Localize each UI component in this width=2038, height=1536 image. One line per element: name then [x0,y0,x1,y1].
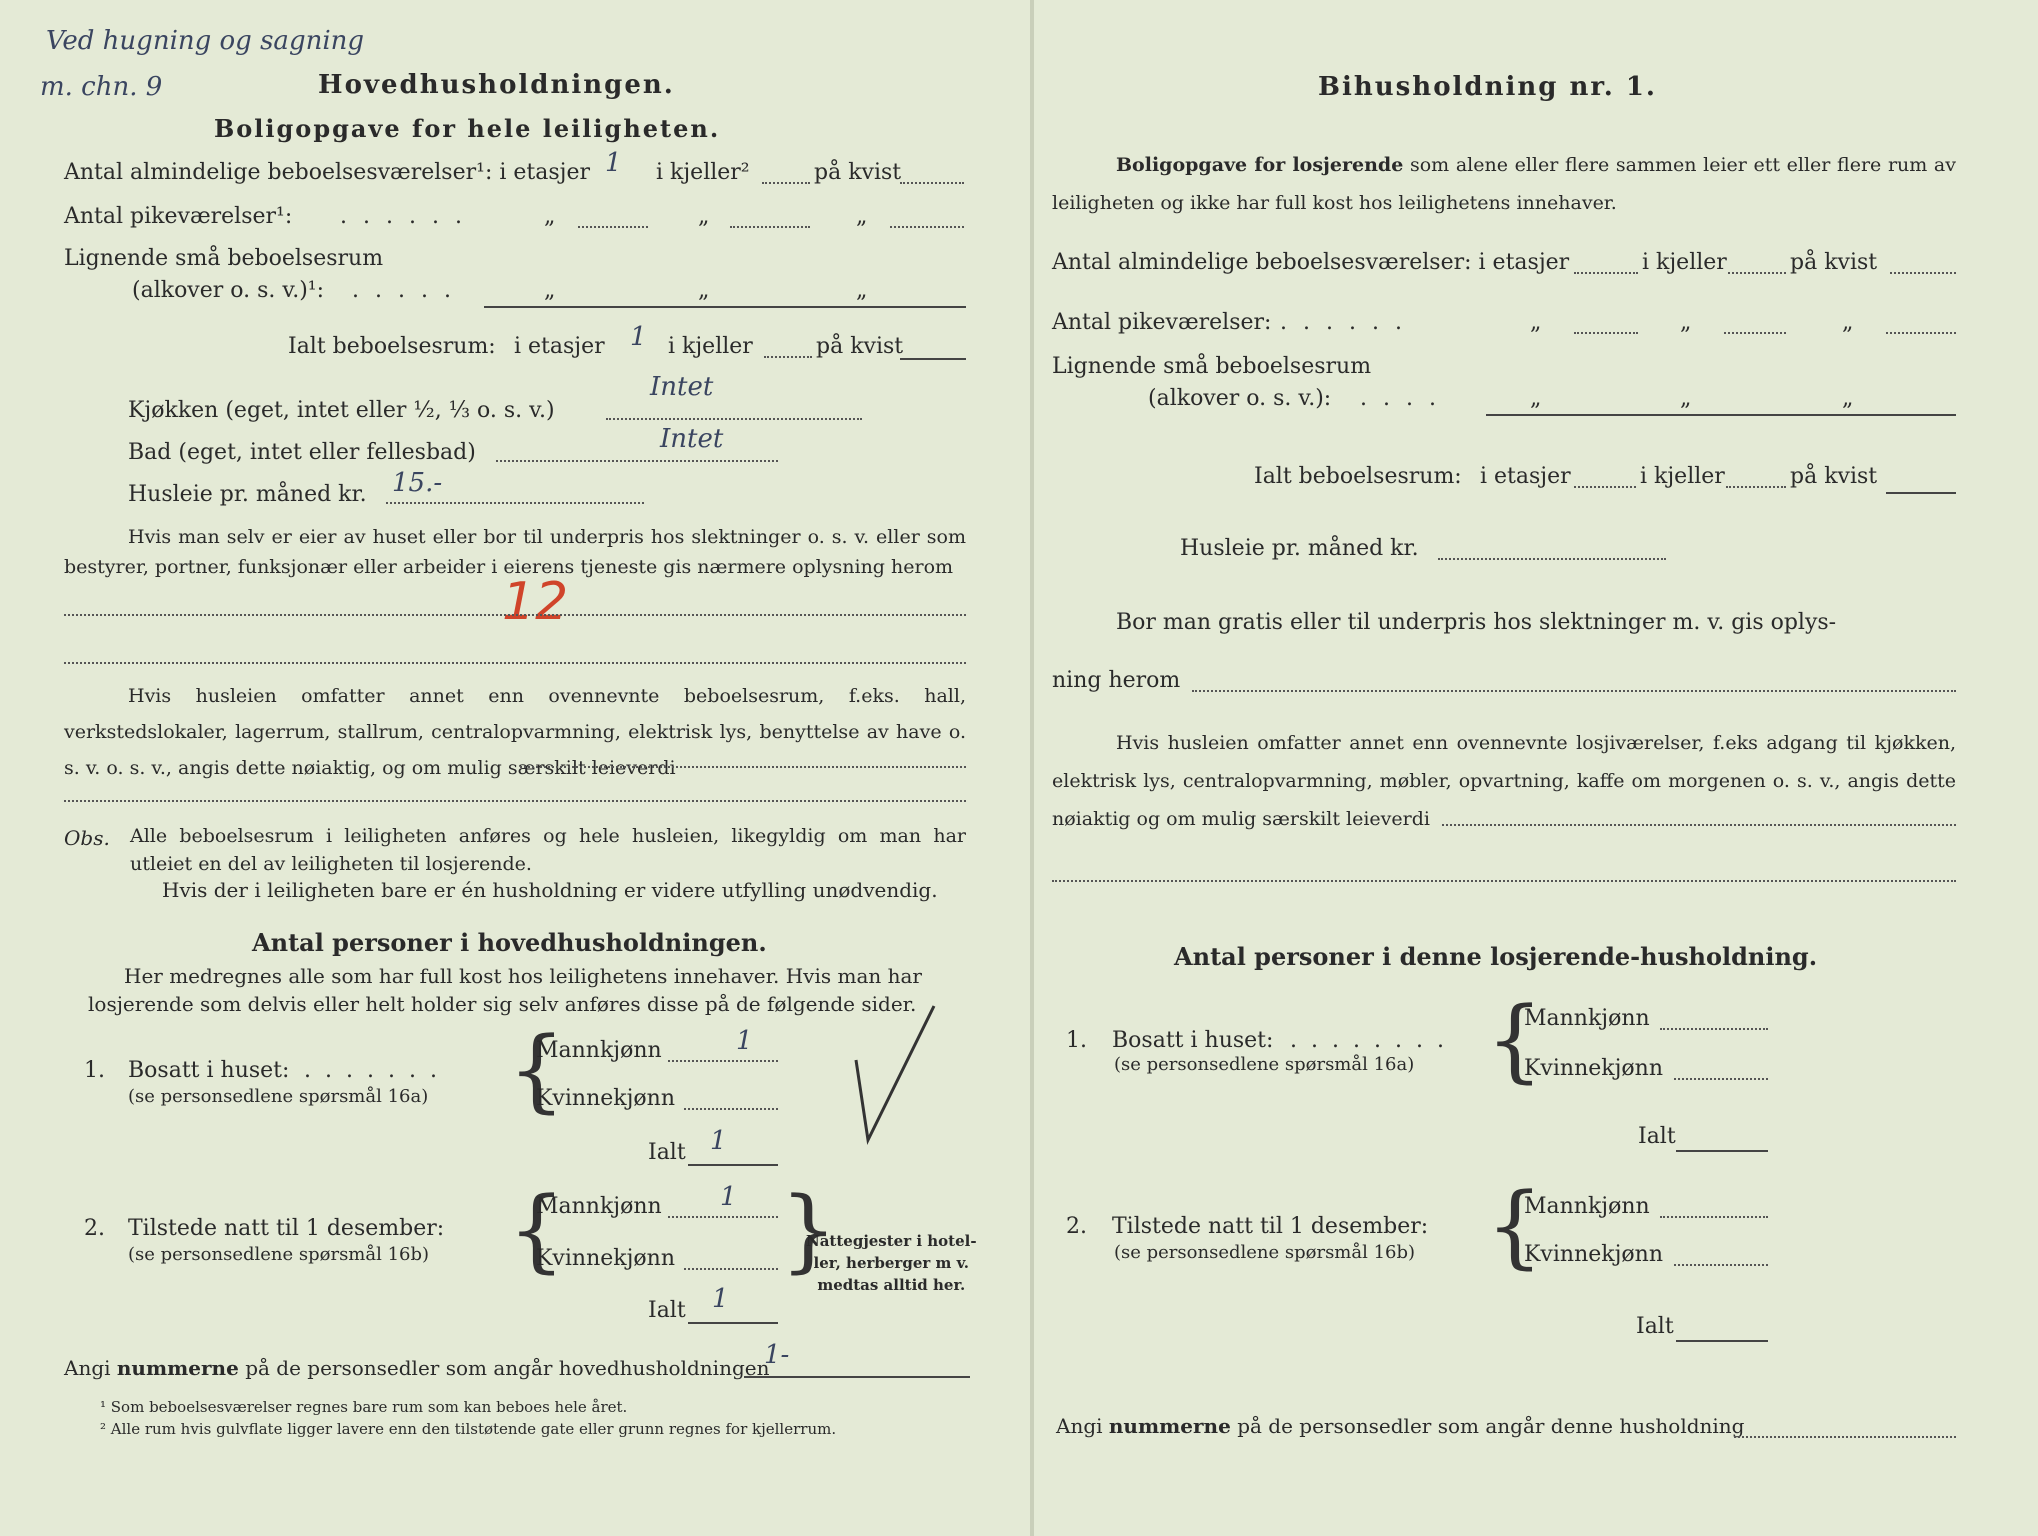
census-form-sheet: Ved hugning og sagning m. chn. 9 Hovedhusholdningen. Boligopgave for hele leiligheten. Antal almindelige beboelsesværelser¹: i etasjer 1 i kjeller² på kvist Antal pikeværelser¹: ...... „ „ „ Lignende små beboelsesrum (alkover o. s. v.)¹: ..... „ „ „ Ialt beboelsesrum: i etasjer 1 i kjeller på kvist Kjøkken (eget, intet eller ½, ⅓ o. s. v.) Intet Bad (eget, intet eller fellesbad) Intet Husleie pr. måned kr. 15.- Hvis man selv er eier av huset eller bor til underpris hos slektninger o. s. v. eller som bestyrer, portner, funksjonær eller arbeider i eierens tjeneste gis nærmere oplysning herom 12 Hvis husleien omfatter annet enn ovennevnte beboelsesrum, f.eks. hall, verkstedslokaler, lagerrum, stallrum, centralopvarmning, elektrisk lys, benyttelse av have o. s. v. o. s. v., angis dette nøiaktig, og om mulig særskilt leieverdi Obs. Alle beboelsesrum i leiligheten anføres og hele husleien, likegyldig om man har utleiet en del av leiligheten til losjerende. Hvis der i leiligheten bare er én husholdning er videre utfylling unødvendig. Antal personer i hovedhusholdningen. Her medregnes alle som har full kost hos leilighetens innehaver. Hvis man har losjerende som delvis eller helt holder sig selv anføres disse på de følgende sider. 1. Bosatt i huset: ....... (se personsedlene spørsmål 16a) { Mannkjønn 1 Kvinnekjønn Ialt 1 2. Tilstede natt til 1 desember: (se personsedlene spørsmål 16b) { Mannkjønn 1 Kvinnekjønn Ialt 1 } Nattegjester i hotel- ler, herberger m v. medtas alltid her. Angi nummerne på de personsedler som angår hovedhusholdningen 1- ¹ Som beboelsesværelser regnes bare rum som kan beboes hele året. ² Alle rum hvis gulvflate ligger lavere enn den tilstøtende gate eller grunn regnes for kjellerrum. Bihusholdning nr. 1. Boligopgave for losjerende som alene eller flere sammen leier ett eller flere rum av leiligheten og ikke har full kost hos leilighetens innehaver. Antal almindelige beboelsesværelser: i etasjer i kjeller på kvist Antal pikeværelser: ...... „ „ „ Lignende små beboelsesrum (alkover o. s. v.): .... „ „ „ Ialt beboelsesrum: i etasjer i kjeller på kvist Husleie pr. måned kr. Bor man gratis eller til underpris hos slektninger m. v. gis oplys- ning herom Hvis husleien omfatter annet enn ovennevnte losjiværelser, f.eks adgang til kjøkken, elektrisk lys, centralopvarmning, møbler, opvartning, kaffe om morgenen o. s. v., angis dette nøiaktig og om mulig særskilt leieverdi Antal personer i denne losjerende-husholdning. 1. Bosatt i huset: ........ (se personsedlene spørsmål 16a) { Mannkjønn Kvinnekjønn Ialt 2. Tilstede natt til 1 desember: (se personsedlene spørsmål 16b) { Mannkjønn Kvinnekjønn Ialt Angi nummerne på de personsedler som angår denne husholdning [0,0,2038,1536]
right-row3-label-1: Lignende små beboelsesrum [1052,354,1372,379]
right-ialt-kjeller: i kjeller [1640,464,1725,489]
bad-label: Bad (eget, intet eller fellesbad) [128,440,476,465]
right-row3-dots: .... [1360,386,1452,411]
bosatt-num: 1. [84,1058,105,1083]
handwritten-note-1: Ved hugning og sagning [46,26,365,56]
ialt-etasjer: i etasjer [514,334,605,359]
omfatter-instructions: Hvis husleien omfatter annet enn ovennevnte beboelsesrum, f.eks. hall, verkstedslokaler, lagerrum, stallrum, centralopvarmning, elektrisk lys, benyttelse av have o. s. v. o. s. v., angis dette nøiaktig, og om mulig særskilt leieverdi [64,685,966,779]
bosatt-ialt-label: Ialt [648,1140,686,1165]
bosatt-sub: (se personsedlene spørsmål 16a) [128,1086,429,1107]
obs-text: Alle beboelsesrum i leiligheten anføres og hele husleien, likegyldig om man har utleiet en del av leiligheten til losjerende. [130,825,966,875]
right-bosatt-dots: ........ [1290,1028,1458,1053]
right-bosatt-ialt: Ialt [1638,1124,1676,1149]
check-mark-icon [850,1000,940,1150]
obs-text-2: Hvis der i leiligheten bare er én husholdning er videre utfylling unødvendig. [162,878,938,902]
right-omfatter: Hvis husleien omfatter annet enn ovennevnte losjiværelser, f.eks adgang til kjøkken, elektrisk lys, centralopvarmning, møbler, opvartning, kaffe om morgenen o. s. v., angis dette nøiaktig og om mulig særskilt leieverdi [1052,732,1956,830]
right-tilstede-label: Tilstede natt til 1 desember: [1112,1214,1429,1239]
kjokken-label: Kjøkken (eget, intet eller ½, ⅓ o. s. v.) [128,398,555,423]
right-row2-ditto-2: „ [1680,310,1692,335]
right-bosatt-num: 1. [1066,1028,1087,1053]
right-row2-ditto-3: „ [1842,310,1854,335]
bosatt-ialt-value: 1 [710,1126,727,1156]
right-row3-ditto-2: „ [1680,386,1692,411]
tilstede-mann-value: 1 [720,1182,737,1212]
persons-title-left: Antal personer i hovedhusholdningen. [252,928,767,957]
right-row3-label-2: (alkover o. s. v.): [1148,386,1332,411]
nattegjester-note: Nattegjester i hotel- ler, herberger m v. medtas alltid her. [806,1232,977,1294]
row1-etasjer-value: 1 [605,148,622,178]
right-row1-kjeller: i kjeller [1642,250,1727,275]
angi-right: Angi nummerne på de personsedler som angår denne husholdning [1056,1414,1745,1438]
footnote-2: ² Alle rum hvis gulvflate ligger lavere enn den tilstøtende gate eller grunn regnes for kjellerrum. [100,1420,837,1438]
row1-kjeller: i kjeller² [656,160,750,185]
bosatt-dots: ....... [304,1058,451,1083]
tilstede-kvinne-label: Kvinnekjønn [536,1246,675,1271]
tilstede-ialt-value: 1 [712,1284,729,1314]
row3-ditto-1: „ [544,278,556,303]
right-ialt-etasjer: i etasjer [1480,464,1571,489]
ialt-label: Ialt beboelsesrum: [288,334,496,359]
tilstede-ialt-label: Ialt [648,1298,686,1323]
row1-kvist: på kvist [814,160,902,185]
right-tilstede-kvinne: Kvinnekjønn [1524,1242,1663,1267]
bosatt-mann-label: Mannkjønn [536,1038,662,1063]
right-row2-ditto-1: „ [1530,310,1542,335]
row2-label: Antal pikeværelser¹: [64,204,293,229]
right-row1-label: Antal almindelige beboelsesværelser: i etasjer [1052,250,1570,275]
right-bosatt-kvinne: Kvinnekjønn [1524,1056,1663,1081]
row1-label: Antal almindelige beboelsesværelser¹: i etasjer [64,160,591,185]
tilstede-mann-label: Mannkjønn [536,1194,662,1219]
persons-title-right: Antal personer i denne losjerende-husholdning. [1174,942,1818,971]
gratis-line-2: ning herom [1052,668,1181,693]
footnote-1: ¹ Som beboelsesværelser regnes bare rum som kan beboes hele året. [100,1398,628,1416]
handwritten-note-2: m. chn. 9 [40,72,163,102]
right-row3-ditto-1: „ [1530,386,1542,411]
bosatt-mann-value: 1 [736,1026,753,1056]
right-tilstede-mann: Mannkjønn [1524,1194,1650,1219]
right-bosatt-sub: (se personsedlene spørsmål 16a) [1114,1054,1415,1075]
right-row2-dots: ...... [1280,310,1418,335]
row2-dots: ...... [340,204,478,229]
obs-label: Obs. [64,826,110,850]
bosatt-label: Bosatt i huset: [128,1058,290,1083]
tilstede-label: Tilstede natt til 1 desember: [128,1216,445,1241]
husleie-value: 15.- [392,468,443,498]
row2-ditto-3: „ [856,204,868,229]
right-tilstede-num: 2. [1066,1214,1087,1239]
right-husleie-label: Husleie pr. måned kr. [1180,536,1419,561]
right-tilstede-sub: (se personsedlene spørsmål 16b) [1114,1242,1416,1263]
tilstede-num: 2. [84,1216,105,1241]
angi-left: Angi nummerne på de personsedler som angår hovedhusholdningen [64,1356,770,1380]
husleie-label: Husleie pr. måned kr. [128,482,367,507]
right-bosatt-label: Bosatt i huset: [1112,1028,1274,1053]
right-row1-kvist: på kvist [1790,250,1878,275]
row2-ditto-2: „ [698,204,710,229]
row3-label-2: (alkover o. s. v.)¹: [132,278,325,303]
row3-dots: ..... [352,278,467,303]
right-bosatt-mann: Mannkjønn [1524,1006,1650,1031]
gratis-line-1: Bor man gratis eller til underpris hos slektninger m. v. gis oplys- [1116,610,1837,635]
kjokken-value: Intet [650,372,714,402]
right-tilstede-ialt: Ialt [1636,1314,1674,1339]
page-title-right: Bihusholdning nr. 1. [1318,72,1657,102]
ialt-kvist: på kvist [816,334,904,359]
page-title-left: Hovedhusholdningen. [318,70,675,100]
tilstede-sub: (se personsedlene spørsmål 16b) [128,1244,430,1265]
right-row3-ditto-3: „ [1842,386,1854,411]
row3-ditto-3: „ [856,278,868,303]
right-ialt-kvist: på kvist [1790,464,1878,489]
page-fold [1030,0,1034,1536]
persons-text-1: Her medregnes alle som har full kost hos leilighetens innehaver. Hvis man har [124,964,922,988]
right-ialt-label: Ialt beboelsesrum: [1254,464,1462,489]
row3-ditto-2: „ [698,278,710,303]
subtitle-left: Boligopgave for hele leiligheten. [214,114,721,143]
row3-label-1: Lignende små beboelsesrum [64,246,384,271]
persons-text-2: losjerende som delvis eller helt holder sig selv anføres disse på de følgende sider. [88,992,917,1016]
red-annotation: 12 [502,572,569,632]
right-row2-label: Antal pikeværelser: [1052,310,1272,335]
eier-instructions: Hvis man selv er eier av huset eller bor til underpris hos slektninger o. s. v. eller som bestyrer, portner, funksjonær eller arbeider i eierens tjeneste gis nærmere oplysning herom [64,526,966,578]
row2-ditto-1: „ [544,204,556,229]
intro-right: Boligopgave for losjerende som alene eller flere sammen leier ett eller flere rum av leiligheten og ikke har full kost hos leilighetens innehaver. [1052,154,1956,214]
angi-left-value: 1- [764,1340,790,1370]
bosatt-kvinne-label: Kvinnekjønn [536,1086,675,1111]
bad-value: Intet [660,424,724,454]
ialt-etasjer-value: 1 [630,322,647,352]
ialt-kjeller: i kjeller [668,334,753,359]
